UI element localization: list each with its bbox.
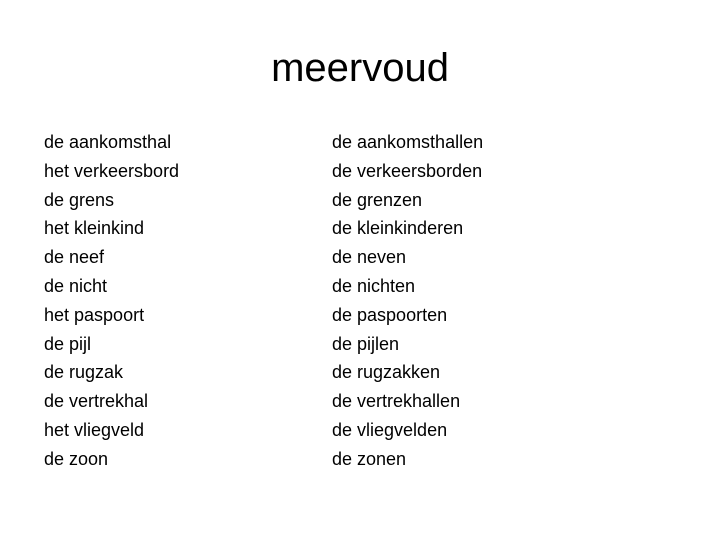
singular-item: de nicht xyxy=(44,275,108,296)
singular-item: de zoon xyxy=(44,448,109,469)
plural-item: de verkeersborden xyxy=(332,160,483,181)
plural-item: de paspoorten xyxy=(332,304,448,325)
singular-item: de neef xyxy=(44,247,105,268)
singular-item: de rugzak xyxy=(44,362,124,383)
plural-item: de zonen xyxy=(332,448,407,469)
singular-item: het verkeersbord xyxy=(44,160,180,181)
plural-item: de kleinkinderen xyxy=(332,218,464,239)
plural-item: de aankomsthallen xyxy=(332,132,484,152)
singular-list xyxy=(44,128,179,474)
plural-item: de vertrekhallen xyxy=(332,391,461,412)
singular-item: de pijl xyxy=(44,333,92,354)
singular-item: de vertrekhal xyxy=(44,391,149,412)
singular-item: de aankomsthal xyxy=(44,132,172,152)
plural-item: de pijlen xyxy=(332,333,400,354)
singular-item: het paspoort xyxy=(44,304,145,325)
plural-item: de vliegvelden xyxy=(332,419,448,440)
plural-item: de rugzakken xyxy=(332,362,441,383)
slide-title: meervoud xyxy=(271,46,449,90)
plural-item: de grenzen xyxy=(332,189,423,210)
singular-item: de grens xyxy=(44,189,115,210)
singular-item: het vliegveld xyxy=(44,419,145,440)
plural-item: de nichten xyxy=(332,275,416,296)
plural-list xyxy=(332,128,483,474)
plural-item: de neven xyxy=(332,247,407,268)
singular-item: het kleinkind xyxy=(44,218,145,239)
